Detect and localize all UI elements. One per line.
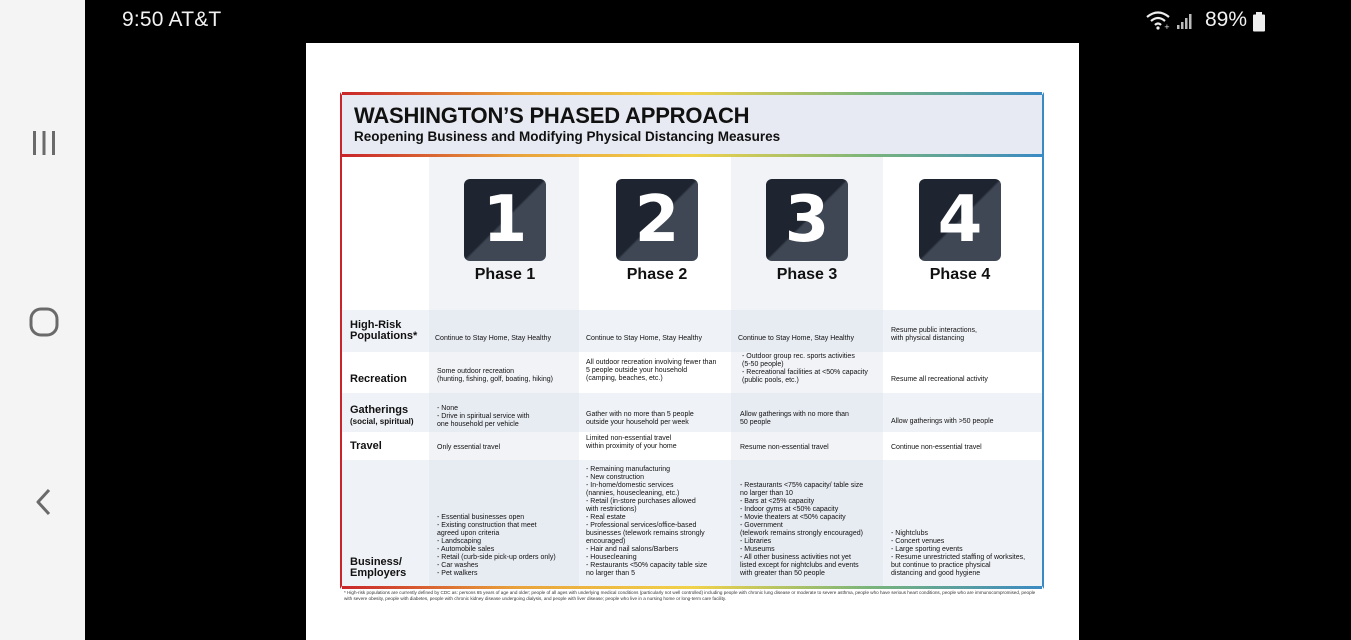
cell-business-phase-4: - Nightclubs - Concert venues - Large sporting events - Resume unrestricted staffing of worksites, but continue to practice physical distancing and good hygiene	[891, 530, 1026, 577]
cell-recreation-phase-4: Resume all recreational activity	[891, 376, 988, 383]
cell-business-phase-1: - Essential businesses open - Existing construction that meet agreed upon criteria - Landscaping - Automobile sales - Retail (curb-side pick-up orders only) - Car washes - Pet walkers	[437, 514, 556, 577]
home-button[interactable]	[22, 300, 66, 344]
back-icon	[32, 487, 56, 517]
wifi-icon	[1145, 10, 1171, 30]
signal-icon	[1176, 12, 1194, 30]
phase-4-tile	[919, 179, 1001, 261]
cell-travel-phase-3: Resume non-essential travel	[740, 444, 829, 451]
battery-percent: 89%	[1205, 8, 1248, 31]
cell-travel-phase-2: Limited non-essential travel within proximity of your home	[586, 435, 677, 450]
cell-gatherings-phase-1: - None - Drive in spiritual service with one household per vehicle	[437, 405, 530, 428]
cell-business-phase-2: - Remaining manufacturing - New construction - In-home/domestic services (nannies, housecleaning, etc.) - Retail (in-store purchases allowed with restrictions) - Real estate - Professional services/office-based businesses (telework remains strongly encouraged) - Hair and nail salons/Barbers - Housecleaning - Restaurants <50% capacity table size no larger than 5	[586, 466, 708, 577]
cell-high-risk-phase-4: Resume public interactions, with physical distancing	[891, 327, 977, 342]
row-label-gatherings	[350, 405, 414, 427]
row-label-travel: Travel	[350, 440, 382, 452]
phase-4-label: Phase 4	[929, 266, 991, 283]
phase-3-label: Phase 3	[776, 266, 838, 283]
document-page	[306, 43, 1079, 640]
row-label-business: Business/ Employers	[350, 556, 407, 579]
back-button[interactable]	[22, 480, 66, 524]
cell-gatherings-phase-4: Allow gatherings with >50 people	[891, 418, 994, 425]
cell-recreation-phase-2: All outdoor recreation involving fewer than 5 people outside your household (camping, beaches, etc.)	[586, 359, 717, 382]
phase-1-tile	[464, 179, 546, 261]
infographic-frame	[340, 92, 1044, 589]
infographic-header	[342, 95, 1042, 154]
status-time-carrier: 9:50 AT&T	[122, 8, 222, 31]
recent-apps-button[interactable]	[22, 121, 66, 165]
phase-3-number: 3	[784, 183, 830, 257]
phase-1-number: 1	[482, 183, 528, 257]
recent-apps-icon	[29, 128, 59, 158]
cell-gatherings-phase-2: Gather with no more than 5 people outside your household per week	[586, 411, 694, 426]
cell-travel-phase-4: Continue non-essential travel	[891, 444, 982, 451]
cell-gatherings-phase-3: Allow gatherings with no more than 50 people	[740, 411, 849, 426]
row-label-recreation: Recreation	[350, 373, 407, 385]
home-icon	[28, 306, 60, 338]
footnote: * High-risk populations are currently defined by CDC as: persons 65 years of age and older; people of all ages with underlying medical conditions (particularly not well controlled) including people with chronic lung disease or moderate to severe asthma, people who have serious heart conditions, people who are immunocompromised, people with severe obesity, people with diabetes, people with chronic kidney disease undergoing dialysis, and people with liver disease; people who live in a nursing home or long-term care facility.	[344, 590, 1036, 601]
phase-2-number: 2	[634, 183, 680, 257]
row-label-gatherings-title: Gatherings	[350, 404, 409, 416]
phase-2-tile	[616, 179, 698, 261]
cell-high-risk-phase-2: Continue to Stay Home, Stay Healthy	[586, 335, 702, 342]
svg-text:+: +	[1164, 23, 1170, 30]
cell-recreation-phase-1: Some outdoor recreation (hunting, fishing, golf, boating, hiking)	[437, 368, 553, 383]
cell-business-phase-3: - Restaurants <75% capacity/ table size no larger than 10 - Bars at <25% capacity - Indoor gyms at <50% capacity - Movie theaters at <50% capacity - Government (telework remains strongly encouraged) - Libraries - Museums - All other business activities not yet listed except for nightclubs and events with greater than 50 people	[740, 482, 864, 577]
page-subtitle: Reopening Business and Modifying Physical Distancing Measures	[354, 129, 781, 144]
cell-travel-phase-1: Only essential travel	[437, 444, 501, 451]
row-label-gatherings-sub: (social, spiritual)	[350, 417, 414, 426]
phase-3-tile	[766, 179, 848, 261]
phase-2-label: Phase 2	[626, 266, 688, 283]
page-title: WASHINGTON’S PHASED APPROACH	[354, 103, 750, 128]
cell-high-risk-phase-1: Continue to Stay Home, Stay Healthy	[435, 335, 551, 342]
cell-recreation-phase-3: - Outdoor group rec. sports activities (5-50 people) - Recreational facilities at <50% capacity (public pools, etc.)	[742, 353, 868, 384]
row-label-high-risk: High-Risk Populations*	[350, 319, 418, 342]
phase-4-number: 4	[937, 183, 983, 257]
phase-1-label: Phase 1	[474, 266, 536, 283]
cell-high-risk-phase-3: Continue to Stay Home, Stay Healthy	[738, 335, 854, 342]
battery-icon	[1252, 12, 1266, 32]
navigation-bar	[0, 0, 85, 640]
